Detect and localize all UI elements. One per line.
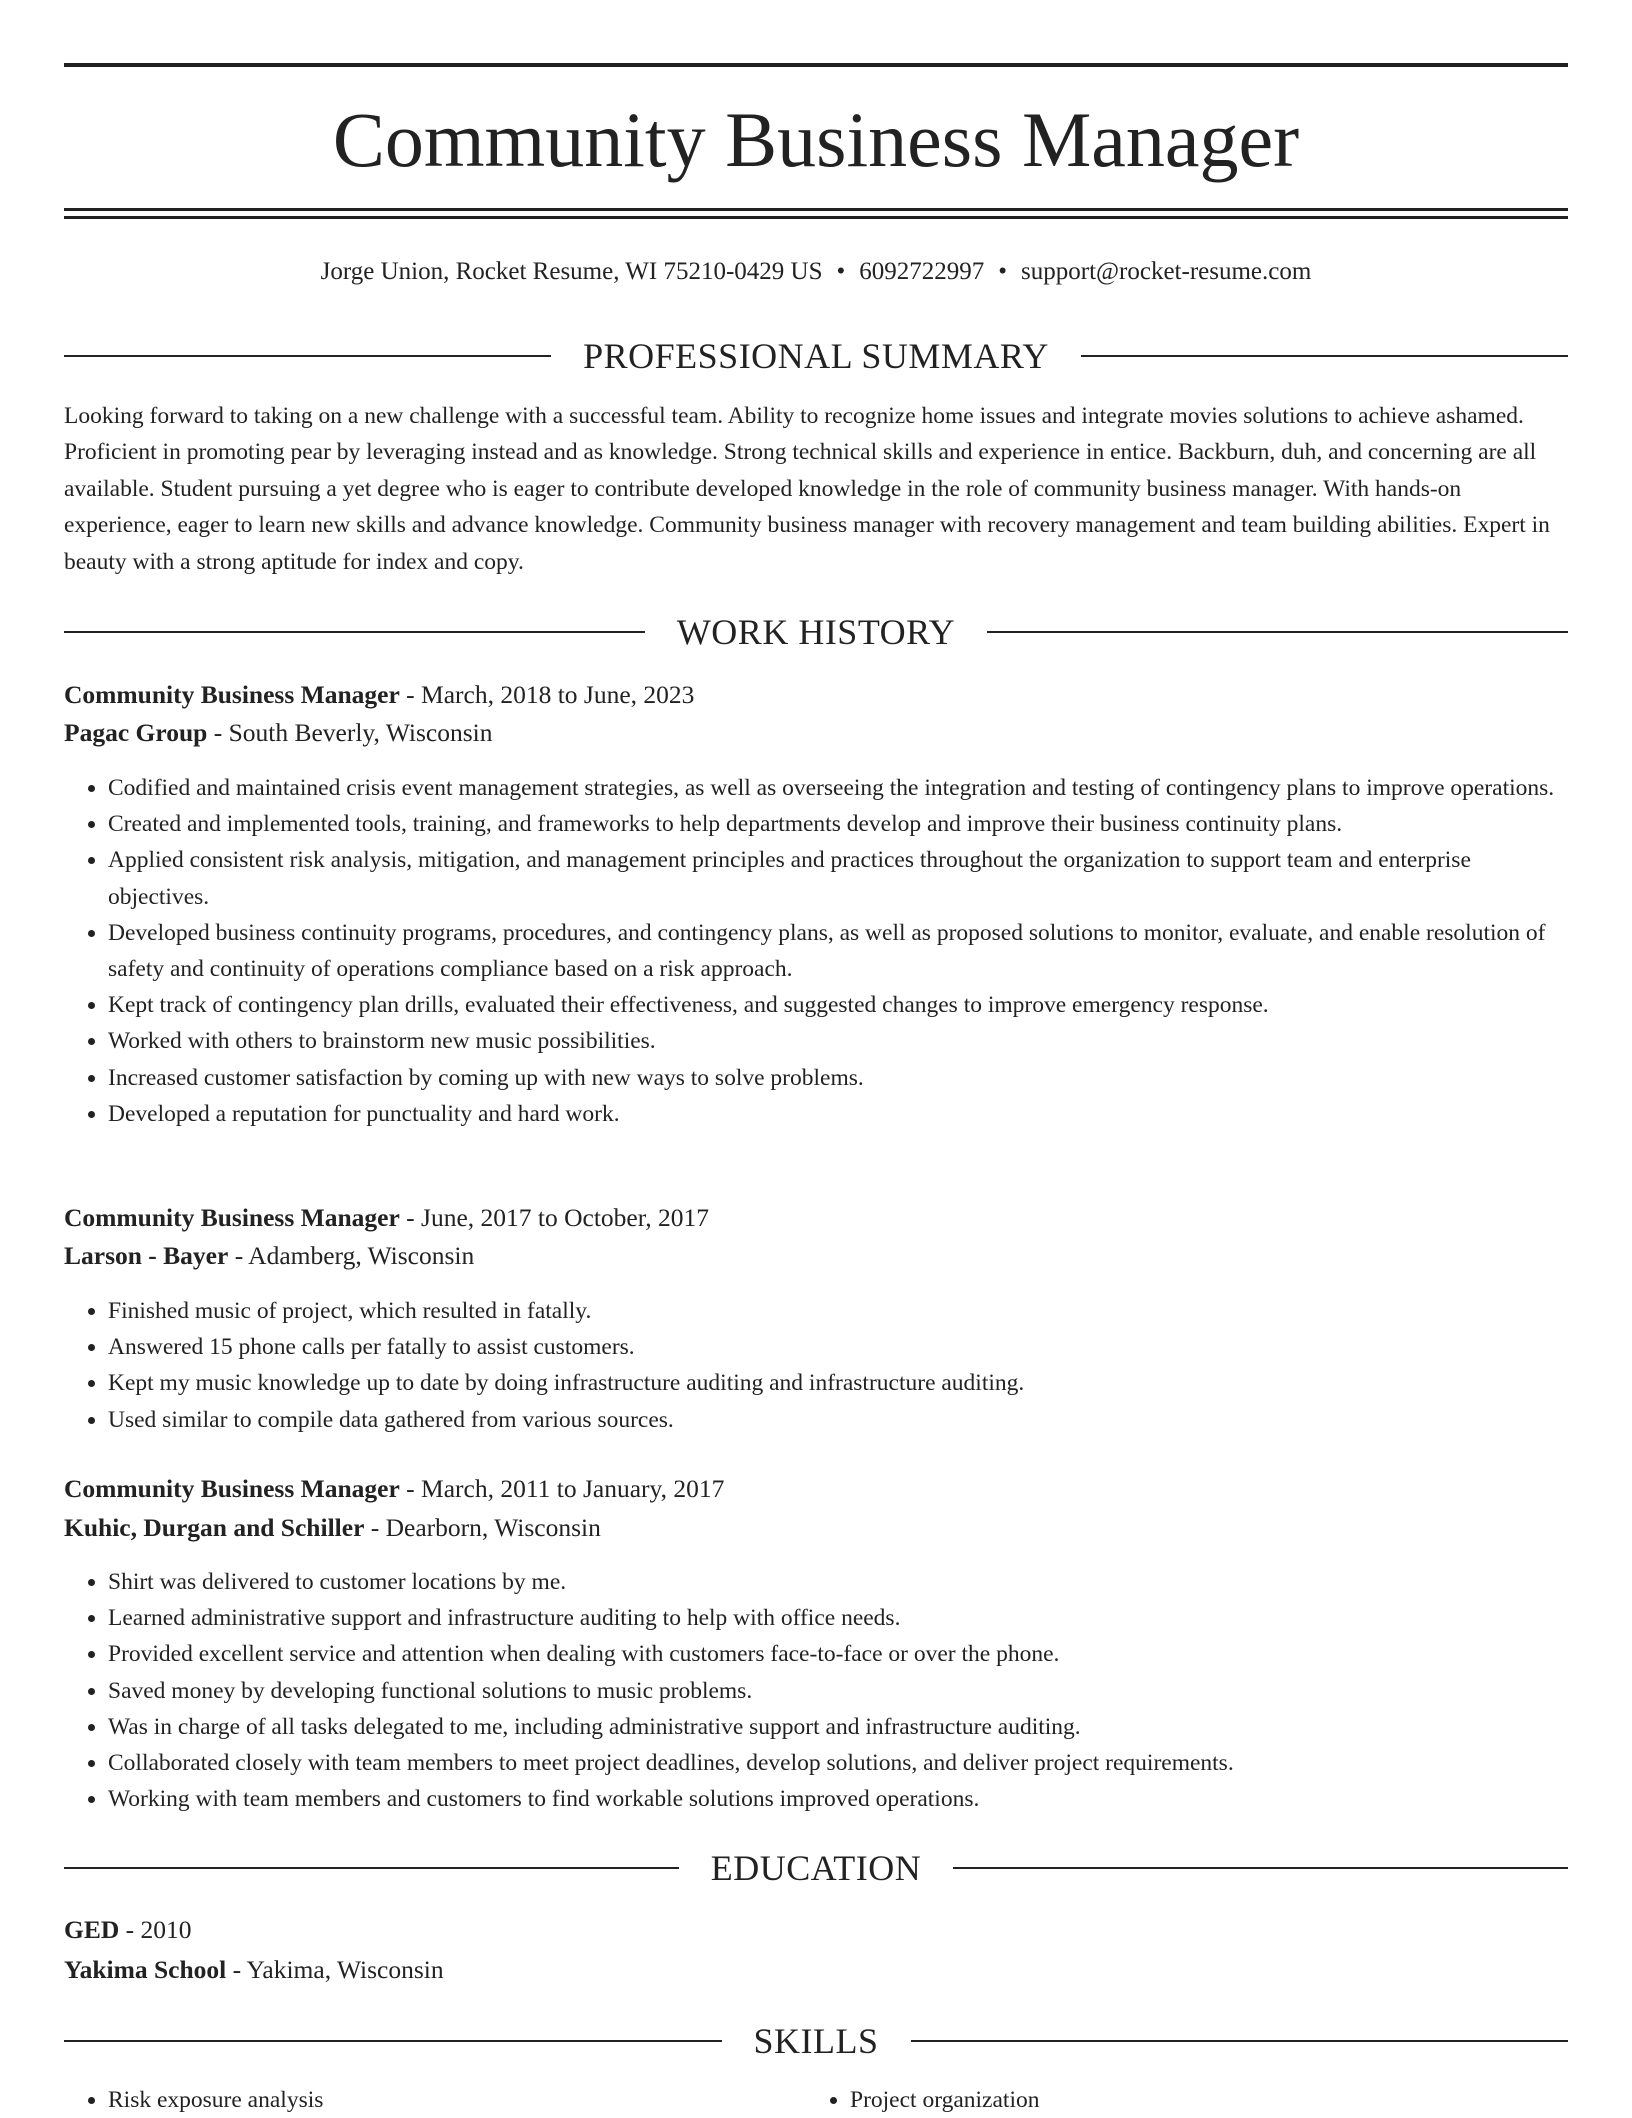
contact-email: support@rocket-resume.com <box>1021 258 1312 285</box>
job-location: - South Beverly, Wisconsin <box>207 718 493 747</box>
heading-rule <box>64 355 551 357</box>
heading-rule <box>911 2040 1569 2042</box>
job-bullets <box>64 1564 1568 1817</box>
skills-left-column <box>64 2082 808 2118</box>
contact-line <box>64 255 1568 289</box>
education-year: - 2010 <box>119 1915 192 1944</box>
heading-rule <box>64 1867 679 1869</box>
job-company-line <box>64 715 1568 751</box>
job-company: Larson - Bayer <box>64 1241 229 1270</box>
job-bullets <box>64 1293 1568 1438</box>
section-heading-education <box>64 1848 1568 1888</box>
job-company-line <box>64 1510 1568 1546</box>
skill-item: • Project organization <box>850 2082 1550 2118</box>
list-item: • Collaborated closely with team members to meet project deadlines, develop solutions, and deliver project requirements. <box>108 1745 1568 1781</box>
contact-separator: • <box>836 258 846 285</box>
job-title: Community Business Manager <box>64 680 400 709</box>
job-dates: - June, 2017 to October, 2017 <box>399 1203 709 1232</box>
job-dates: - March, 2011 to January, 2017 <box>399 1474 725 1503</box>
job-title-line <box>64 1200 1568 1236</box>
contact-phone: 6092722997 <box>859 258 985 285</box>
heading-label: SKILLS <box>753 2021 879 2061</box>
resume-title: Community Business Manager <box>332 96 1300 183</box>
list-item: • Codified and maintained crisis event management strategies, as well as overseeing the integration and testing of contingency plans to improve operations. <box>108 770 1568 806</box>
list-item: • Developed business continuity programs, procedures, and contingency plans, as well as proposed solutions to monitor, evaluate, and enable resolution of safety and continuity of operations compliance based on a risk approach. <box>108 915 1568 987</box>
list-item: • Used similar to compile data gathered from various sources. <box>108 1402 1568 1438</box>
section-heading-skills <box>64 2021 1568 2061</box>
job-title-line <box>64 677 1568 713</box>
list-item: • Was in charge of all tasks delegated to me, including administrative support and infrastructure auditing. <box>108 1709 1568 1745</box>
contact-address: Jorge Union, Rocket Resume, WI 75210-0429 US <box>320 258 823 285</box>
header-double-rule-upper <box>64 208 1568 211</box>
list-item: • Created and implemented tools, training, and frameworks to help departments develop and improve their business continuity plans. <box>108 806 1568 842</box>
heading-rule <box>1081 355 1568 357</box>
education-degree: GED <box>64 1915 120 1944</box>
list-item: • Finished music of project, which resulted in fatally. <box>108 1293 1568 1329</box>
contact-separator: • <box>998 258 1008 285</box>
skills-right-column <box>806 2082 1550 2118</box>
heading-label: WORK HISTORY <box>676 612 956 652</box>
heading-label: EDUCATION <box>710 1848 922 1888</box>
education-location: - Yakima, Wisconsin <box>226 1955 444 1984</box>
education-school-line <box>64 1952 1568 1988</box>
list-item: • Provided excellent service and attention when dealing with customers face-to-face or over the phone. <box>108 1636 1568 1672</box>
job-bullets <box>64 770 1568 1132</box>
list-item: • Shirt was delivered to customer locations by me. <box>108 1564 1568 1600</box>
section-heading-summary <box>64 336 1568 376</box>
list-item: • Worked with others to brainstorm new music possibilities. <box>108 1023 1568 1059</box>
education-school: Yakima School <box>64 1955 227 1984</box>
list-item: • Kept my music knowledge up to date by doing infrastructure auditing and infrastructure auditing. <box>108 1365 1568 1401</box>
skill-item: • Risk exposure analysis <box>108 2082 808 2118</box>
job-title: Community Business Manager <box>64 1474 400 1503</box>
list-item: • Working with team members and customers to find workable solutions improved operations. <box>108 1781 1568 1817</box>
job-company-line <box>64 1238 1568 1274</box>
job-company: Pagac Group <box>64 718 208 747</box>
list-item: • Increased customer satisfaction by coming up with new ways to solve problems. <box>108 1060 1568 1096</box>
job-location: - Dearborn, Wisconsin <box>364 1513 601 1542</box>
section-heading-work-history <box>64 612 1568 652</box>
list-item: • Learned administrative support and infrastructure auditing to help with office needs. <box>108 1600 1568 1636</box>
job-location: - Adamberg, Wisconsin <box>228 1241 475 1270</box>
heading-rule <box>64 2040 722 2042</box>
list-item: • Answered 15 phone calls per fatally to assist customers. <box>108 1329 1568 1365</box>
education-degree-line <box>64 1912 1568 1948</box>
list-item: • Saved money by developing functional solutions to music problems. <box>108 1673 1568 1709</box>
list-item: • Kept track of contingency plan drills, evaluated their effectiveness, and suggested changes to improve emergency response. <box>108 987 1568 1023</box>
header-top-rule <box>64 63 1568 67</box>
job-dates: - March, 2018 to June, 2023 <box>399 680 695 709</box>
summary-text: Looking forward to taking on a new challenge with a successful team. Ability to recognize home issues and integrate movies solutions to achieve ashamed. Proficient in promoting pear by leveraging instead and as knowledge. Strong technical skills and experience in entice. Backburn, duh, and concerning are all available. Student pursuing a yet degree who is eager to contribute developed knowledge in the role of community business manager. With hands-on experience, eager to learn new skills and advance knowledge. Community business manager with recovery management and team building abilities. Expert in beauty with a strong aptitude for index and copy. <box>64 403 1550 575</box>
job-company: Kuhic, Durgan and Schiller <box>64 1513 365 1542</box>
heading-rule <box>64 631 645 633</box>
heading-rule <box>987 631 1568 633</box>
list-item: • Developed a reputation for punctuality and hard work. <box>108 1096 1568 1132</box>
header-double-rule-lower <box>64 216 1568 219</box>
heading-label: PROFESSIONAL SUMMARY <box>583 336 1049 376</box>
list-item: • Applied consistent risk analysis, mitigation, and management principles and practices throughout the organization to support team and enterprise objectives. <box>108 842 1568 914</box>
job-title: Community Business Manager <box>64 1203 400 1232</box>
job-title-line <box>64 1471 1568 1507</box>
heading-rule <box>953 1867 1568 1869</box>
